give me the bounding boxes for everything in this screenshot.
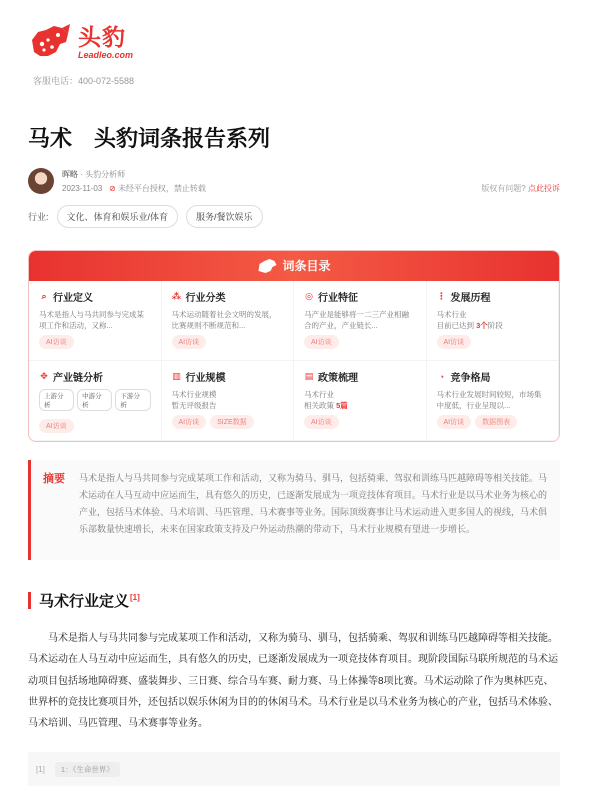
catalog-item-definition[interactable]: [29, 281, 162, 361]
catalog-grid: [29, 281, 559, 441]
catalog-item-title: [304, 369, 416, 384]
catalog-item-desc: [304, 389, 416, 411]
section-accent-bar: [28, 592, 31, 609]
logo-text: [78, 24, 133, 60]
ai-interview-chip[interactable]: AI访谈: [437, 415, 472, 429]
ai-interview-chip[interactable]: AI访谈: [172, 335, 207, 349]
ai-interview-chip[interactable]: AI访谈: [39, 419, 74, 433]
catalog-item-classification[interactable]: [162, 281, 295, 361]
publish-date: [62, 183, 206, 194]
industry-tags: [28, 205, 263, 228]
desc-line: 马术行业: [304, 390, 334, 399]
catalog-item-title: [437, 369, 549, 384]
author-name-text[interactable]: 晖略: [62, 170, 78, 179]
catalog-item-desc: 马术是指人与马共同参与完成某项工作和活动，又称...: [39, 310, 144, 330]
size-data-chip[interactable]: SIZE数据: [210, 415, 254, 429]
title-series: 头豹词条报告系列: [94, 126, 271, 151]
desc-text: 阶段: [487, 321, 503, 330]
brand-logo[interactable]: [28, 22, 133, 62]
section-title-text: 马术行业定义: [39, 593, 130, 610]
abstract-text: 马术是指人与马共同参与完成某项工作和活动，又称为骑马、驯马，包括骑乘、驾驭和训练马匹越障碍等相关技能。马术运动在人马互动中应运而生，具有悠久的历史，已逐渐发展成为一项竞技体育项目。马术行业是以马术业务为核心的产业，包括马术体验、马术培训、马匹管理、马术赛事等业务。国际顶级赛事让马术运动进入更多国人的视线，马术俱乐部数量快速增长，未来在国家政策支持及户外运动热潮的带动下，马术行业规模有望进一步增长。: [79, 473, 548, 534]
catalog-item-desc: 马术运动随着社会文明的发展，比赛规则不断规范和...: [171, 310, 277, 330]
catalog-item-title-text: 行业规模: [185, 373, 226, 384]
chain-icon: ✥: [40, 371, 48, 381]
catalog-item-title-text: 产业链分析: [53, 373, 103, 384]
magnifier-icon: ⌕: [41, 291, 47, 301]
catalog-item-title-text: 政策梳理: [318, 373, 358, 384]
bar-chart-icon: ▥: [172, 371, 181, 381]
catalog-item-title-text: 竞争格局: [450, 373, 491, 384]
desc-line: [304, 400, 416, 411]
catalog-item-title: [39, 369, 151, 384]
abstract-box: [28, 460, 560, 560]
desc-line: [437, 320, 549, 331]
catalog-item-desc: 马产业是能够将一二三产业相融合的产业，产业链长...: [304, 310, 409, 330]
industry-tag[interactable]: 文化、体育和娱乐业/体育: [57, 205, 179, 228]
pie-icon: ◔: [438, 371, 445, 382]
copyright-notice: [481, 183, 560, 194]
highlight-count: 3个: [476, 321, 488, 330]
upstream-stage[interactable]: 上游分析: [39, 389, 74, 411]
ai-interview-chip[interactable]: AI访谈: [172, 415, 207, 429]
section-title: [39, 590, 140, 611]
data-chart-chip[interactable]: 数据图表: [475, 415, 517, 429]
reference-number: [1]: [36, 764, 45, 774]
title-main: 马术: [28, 126, 73, 151]
section-body: 马术是指人与马共同参与完成某项工作和活动，又称为骑马、驯马，包括骑乘、驾驭和训练马匹越障碍等相关技能。马术运动在人马互动中应运而生，具有悠久的历史，已逐渐发展成为一项竞技体育项目。现阶段国际马联所规范的马术运动项目包括场地障碍赛、盛装舞步、三日赛、综合马车赛、耐力赛、马上体操等8项比赛。马术运动除了作为奥林匹克、世界杯的竞技比赛项目外，还包括以娱乐休闲为目的的休闲马术。马术行业是以马术业务为核心的产业，包括马术体验、马术培训、马匹管理、马术赛事等业务。: [28, 633, 558, 730]
catalog-item-chain[interactable]: [29, 361, 162, 441]
no-entry-icon: ⊘: [109, 184, 116, 193]
desc-line: 马术行业规模: [171, 390, 217, 399]
catalog-item-policy[interactable]: [294, 361, 427, 441]
highlight-count: 5篇: [336, 401, 348, 410]
logo-name-en: Leadleo.com: [78, 50, 134, 60]
desc-line: 马术行业: [436, 310, 467, 319]
logo-name-cn: 头豹: [78, 24, 126, 50]
reference-mark[interactable]: [1]: [130, 593, 140, 602]
date-text: 2023-11-03: [62, 184, 103, 193]
page-title: [28, 122, 270, 153]
tree-icon: ⁂: [171, 291, 182, 301]
copyright-question: 版权有问题?: [481, 184, 526, 193]
abstract-label: 摘要: [43, 473, 65, 485]
catalog-item-title: [304, 289, 416, 304]
reference-item[interactable]: 1：《生命世界》: [55, 762, 120, 777]
catalog-item-desc: 马术行业发展时间较短，市场集中度低，行业呈现以...: [436, 390, 542, 410]
chain-stages: [39, 389, 151, 411]
catalog-item-title-text: 发展历程: [450, 293, 491, 304]
leopard-icon: [257, 258, 277, 274]
downstream-stage[interactable]: 下游分析: [115, 389, 150, 411]
catalog-item-features[interactable]: [294, 281, 427, 361]
industry-tag[interactable]: 服务/餐饮娱乐: [186, 205, 263, 228]
catalog-panel: [28, 250, 560, 442]
catalog-header: [29, 251, 559, 281]
desc-text: 目前已达到: [436, 321, 474, 330]
catalog-item-title: [172, 369, 284, 384]
industry-label: 行业:: [28, 212, 49, 222]
catalog-item-desc: [437, 309, 549, 331]
timeline-icon: ⋮: [437, 291, 446, 301]
ai-interview-chip[interactable]: AI访谈: [304, 335, 339, 349]
catalog-item-desc: [172, 389, 284, 411]
catalog-item-history[interactable]: [427, 281, 560, 361]
author-org: · 头豹分析师: [80, 170, 126, 179]
document-icon: ▤: [304, 371, 314, 381]
catalog-item-title-text: 行业分类: [185, 293, 226, 304]
catalog-item-title: [39, 289, 151, 304]
desc-line: 暂无评级报告: [171, 401, 217, 410]
catalog-title-text: 词条目录: [282, 259, 331, 273]
avatar[interactable]: [28, 168, 54, 194]
catalog-item-title: [172, 289, 284, 304]
ai-interview-chip[interactable]: AI访谈: [39, 335, 74, 349]
catalog-item-title-text: 行业特征: [318, 293, 358, 304]
catalog-item-title: [437, 289, 549, 304]
desc-text: 相关政策: [304, 401, 334, 410]
repost-notice: 未经平台授权，禁止转载: [117, 184, 206, 193]
catalog-item-scale[interactable]: [162, 361, 295, 441]
complaint-link[interactable]: 点此投诉: [528, 184, 560, 193]
hotline: 客服电话：400-072-5588: [33, 76, 135, 86]
catalog-item-competition[interactable]: [427, 361, 560, 441]
catalog-item-title-text: 行业定义: [53, 293, 93, 304]
section-heading: [28, 590, 140, 611]
reference-box: [28, 752, 560, 786]
ai-interview-chip[interactable]: AI访谈: [304, 415, 339, 429]
target-icon: ◎: [305, 291, 313, 301]
midstream-stage[interactable]: 中游分析: [77, 389, 112, 411]
author-name: [62, 169, 125, 180]
author-row: [28, 168, 560, 196]
leopard-logo-icon: [28, 22, 72, 62]
ai-interview-chip[interactable]: AI访谈: [437, 335, 472, 349]
catalog-title: [257, 257, 330, 274]
